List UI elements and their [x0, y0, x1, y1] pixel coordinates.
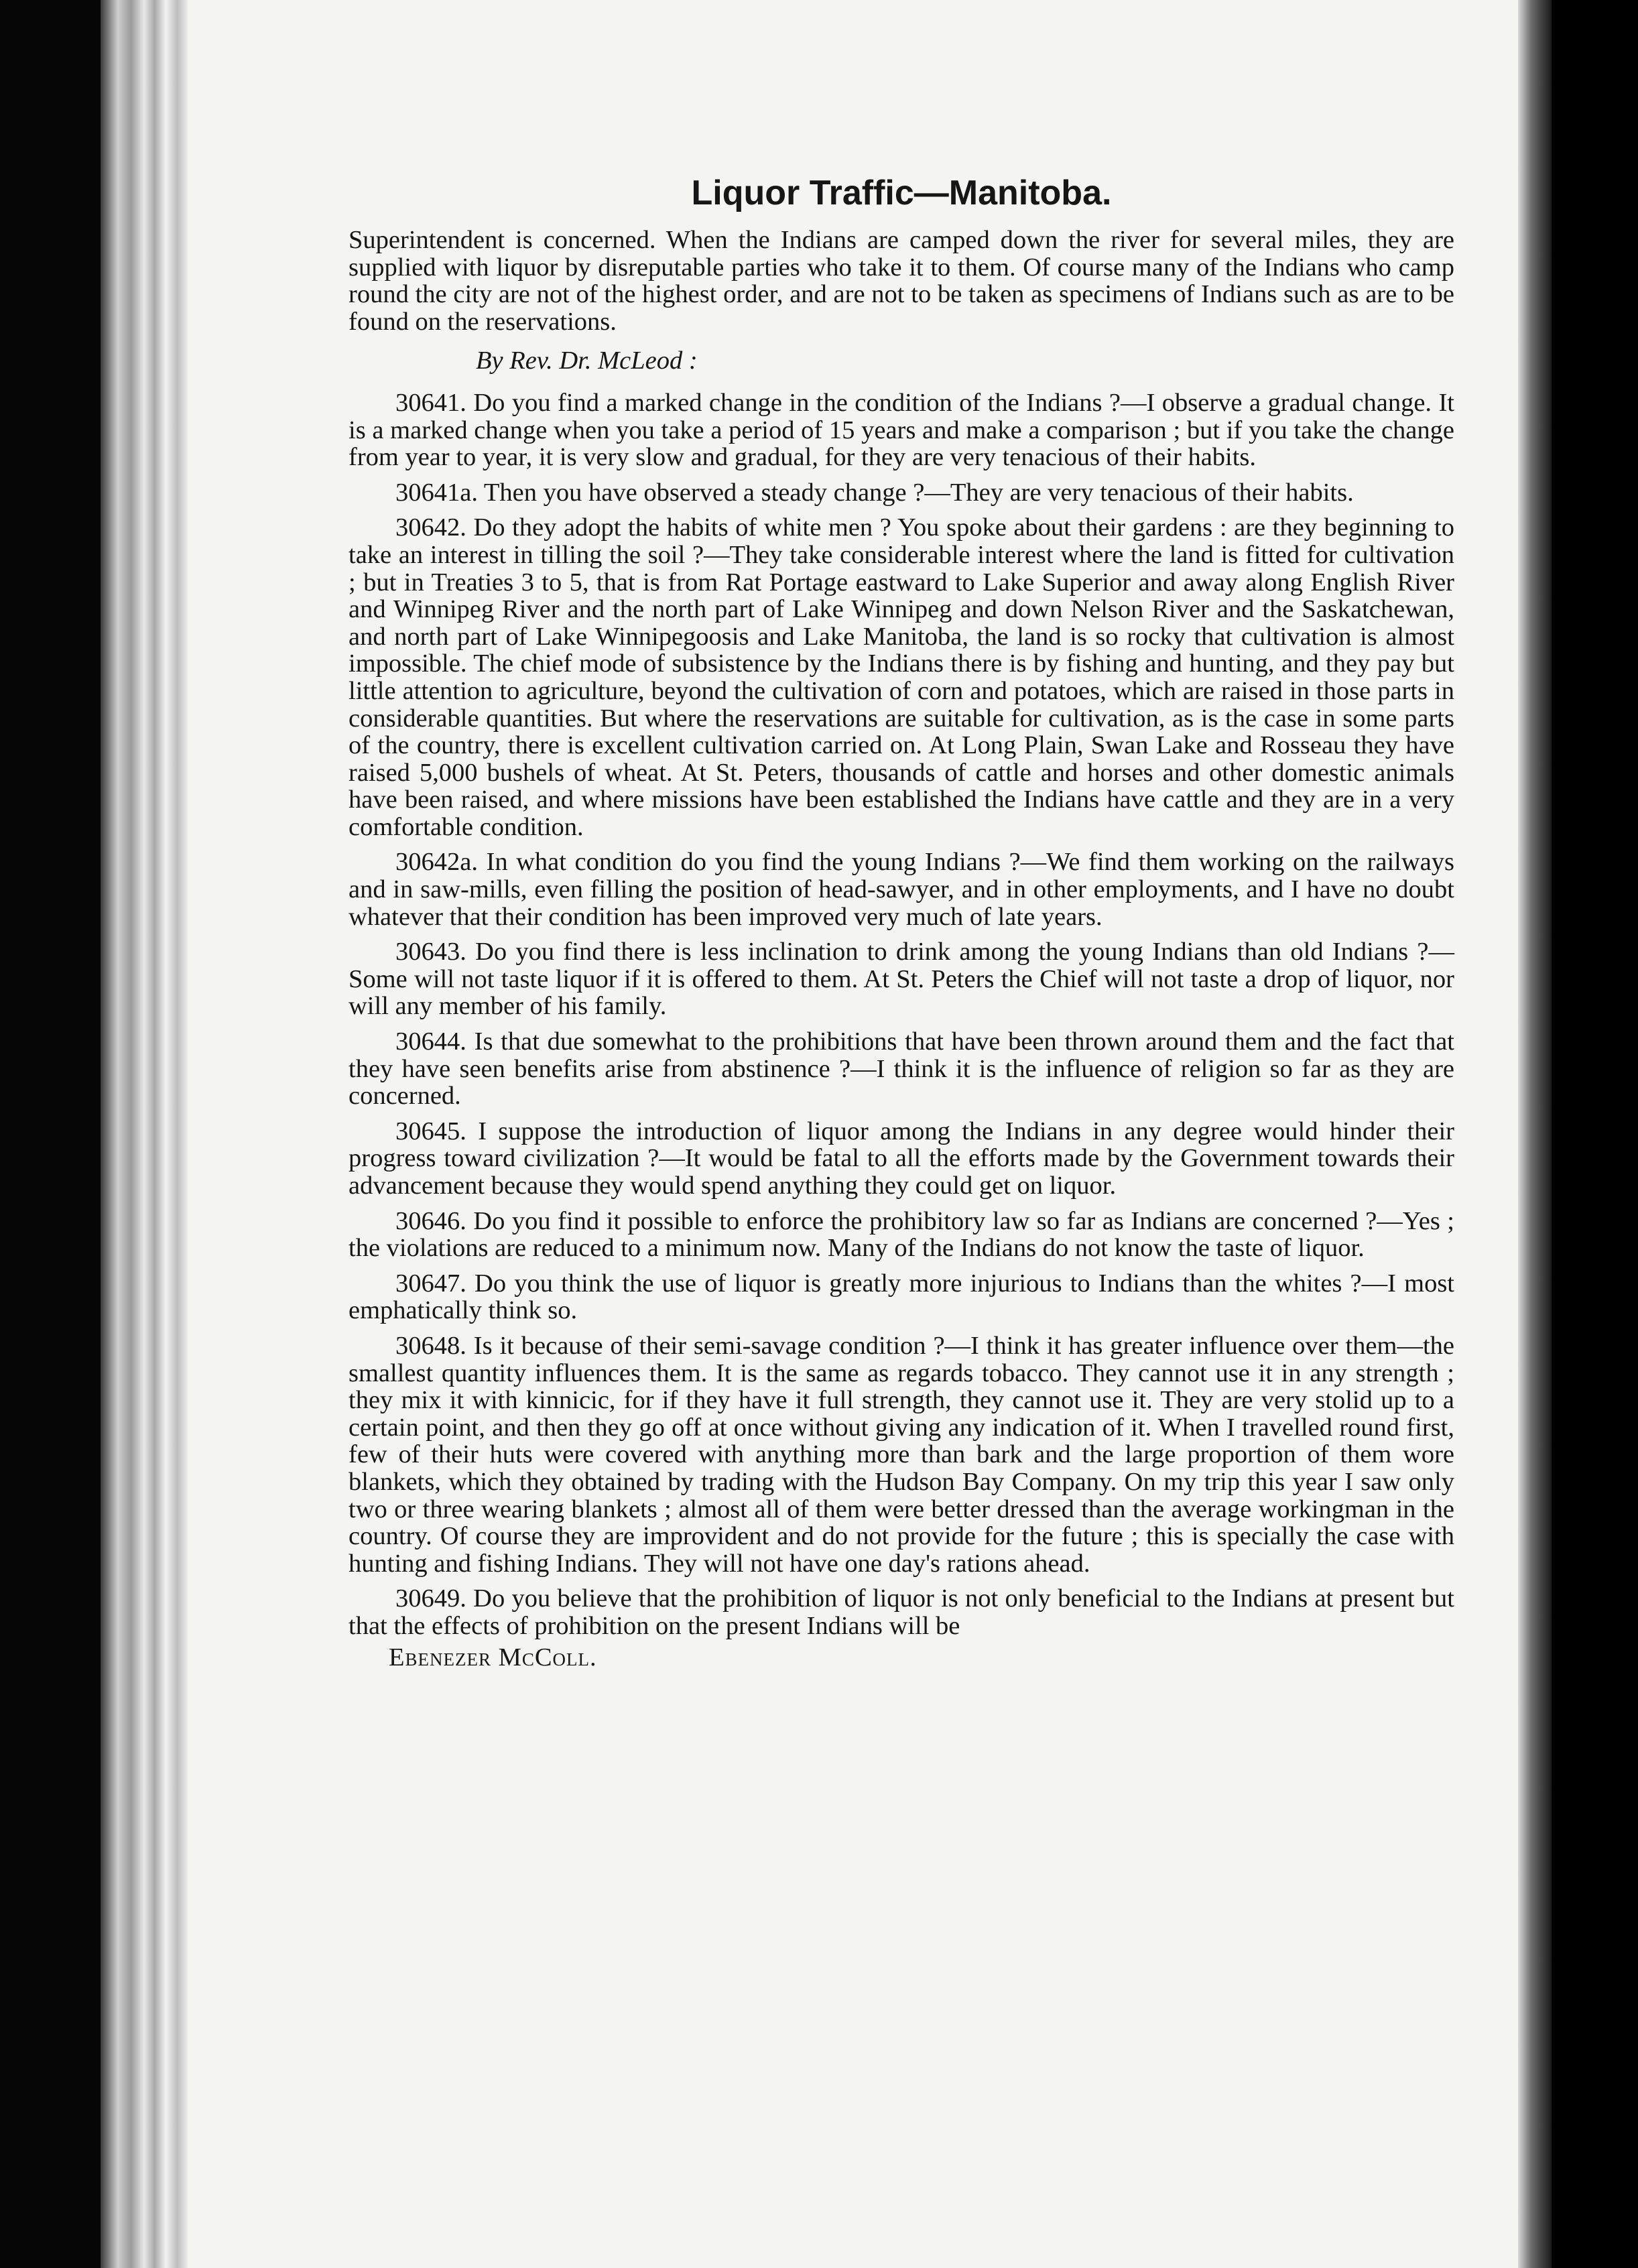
question-text: Do you think the use of liquor is greatly more injurious to Indians than the whites ?—I most emphatically think so.	[349, 1269, 1454, 1325]
question-number: 30643.	[395, 938, 466, 966]
question-number: 30648.	[395, 1331, 466, 1360]
question-paragraph	[349, 1332, 1454, 1577]
page-text-block	[349, 154, 1454, 1671]
scan-border-right	[1552, 0, 1638, 2268]
question-number: 30642a.	[395, 848, 478, 877]
question-number: 30641a.	[395, 478, 478, 507]
opening-paragraph: Superintendent is concerned. When the Indians are camped down the river for several miles, they are supplied with liquor by disreputable parties who take it to them. Of course many of the Indians who camp round the city are not of the highest order, and are not to be taken as specimens of Indians such as are to be found on the reservations.	[349, 226, 1454, 336]
question-paragraph	[349, 1208, 1454, 1262]
question-list	[349, 389, 1454, 1640]
question-text: I suppose the introduction of liquor among the Indians in any degree would hinder their progress toward civilization ?—It would be fatal to all the efforts made by the Government towards their advancement because they would spend anything they could get on liquor.	[349, 1117, 1455, 1200]
question-text: Is that due somewhat to the prohibitions that have been thrown around them and the fact that they have seen benefits arise from abstinence ?—I think it is the influence of religion so far as they are concerned.	[349, 1027, 1454, 1111]
page-title: Liquor Traffic—Manitoba.	[691, 174, 1112, 212]
question-paragraph	[349, 1270, 1454, 1324]
question-number: 30647.	[395, 1269, 466, 1298]
question-text: Do you believe that the prohibition of liquor is not only beneficial to the Indians at present but that the effects of prohibition on the present Indians will be	[349, 1584, 1454, 1640]
question-number: 30642.	[395, 513, 466, 542]
question-paragraph	[349, 938, 1454, 1020]
question-text: Do they adopt the habits of white men ? You spoke about their gardens : are they beginning to take an interest in tilling the soil ?—They take considerable interest where the land is fitted for cultivation ; but in Treaties 3 to 5, that is from Rat Portage eastward to Lake Superior and away along English River and Winnipeg River and the north part of Lake Winnipeg and down Nelson River and the Saskatchewan, and north part of Lake Winnipegoosis and Lake Manitoba, the land is so rocky that cultivation is almost impossible. The chief mode of subsistence by the Indians there is by fishing and hunting, and they pay but little attention to agriculture, beyond the cultivation of corn and potatoes, which are raised in those parts in considerable quantities. But where the reservations are suitable for cultivation, as is the case in some parts of the country, there is excellent cultivation carried on. At Long Plain, Swan Lake and Rosseau they have raised 5,000 bushels of wheat. At St. Peters, thousands of cattle and horses and other domestic animals have been raised, and where missions have been established the Indians have cattle and they are in a very comfortable condition.	[349, 513, 1455, 841]
question-number: 30649.	[395, 1584, 466, 1613]
question-paragraph	[349, 1118, 1454, 1200]
question-text: Do you find it possible to enforce the prohibitory law so far as Indians are concerned ?—Yes ; the violations are reduced to a minimum now. Many of the Indians do not know the taste of liquor.	[349, 1206, 1454, 1263]
question-paragraph	[349, 514, 1454, 840]
question-number: 30641.	[395, 388, 466, 417]
page-spine-shadow	[1518, 0, 1552, 2268]
examiner-heading: By Rev. Dr. McLeod :	[476, 346, 698, 375]
question-number: 30645.	[395, 1117, 466, 1145]
question-paragraph	[349, 389, 1454, 471]
question-text: Is it because of their semi-savage condition ?—I think it has greater influence over them—the smallest quantity influences them. It is the same as regards tobacco. They cannot use it in any strength ; they mix it with kinnicic, for if they have it full strength, they cannot use it. They are very stolid up to a certain point, and then they go off at once without giving any indication of it. When I travelled round first, few of their huts were covered with anything more than bark and the large proportion of them wore blankets, which they obtained by trading with the Hudson Bay Company. On my trip this year I saw only two or three wearing blankets ; almost all of them were better dressed than the average workingman in the country. Of course they are improvident and do not provide for the future ; this is specially the case with hunting and fishing Indians. They will not have one day's rations ahead.	[349, 1331, 1455, 1578]
page-edges-stack	[101, 0, 188, 2268]
question-number: 30646.	[395, 1206, 466, 1235]
question-text: Do you find a marked change in the condition of the Indians ?—I observe a gradual change. It is a marked change when you take a period of 15 years and make a comparison ; but if you take the change from year to year, it is very slow and gradual, for they are very tenacious of their habits.	[349, 388, 1455, 472]
question-number: 30644.	[395, 1027, 466, 1056]
question-paragraph	[349, 1028, 1454, 1110]
question-text: In what condition do you find the young Indians ?—We find them working on the railways and in saw-mills, even filling the position of head-sawyer, and in other employments, and I have no doubt whatever that their condition has been improved very much of late years.	[349, 848, 1454, 931]
question-paragraph	[349, 848, 1454, 930]
scan-border-left	[0, 0, 101, 2268]
signature: Ebenezer McColl.	[389, 1643, 597, 1672]
question-paragraph	[349, 479, 1454, 507]
question-paragraph	[349, 1585, 1454, 1639]
question-text: Do you find there is less inclination to drink among the young Indians than old Indians ?—Some will not taste liquor if it is offered to them. At St. Peters the Chief will not taste a drop of liquor, nor will any member of his family.	[349, 938, 1454, 1021]
question-text: Then you have observed a steady change ?—They are very tenacious of their habits.	[483, 478, 1354, 507]
